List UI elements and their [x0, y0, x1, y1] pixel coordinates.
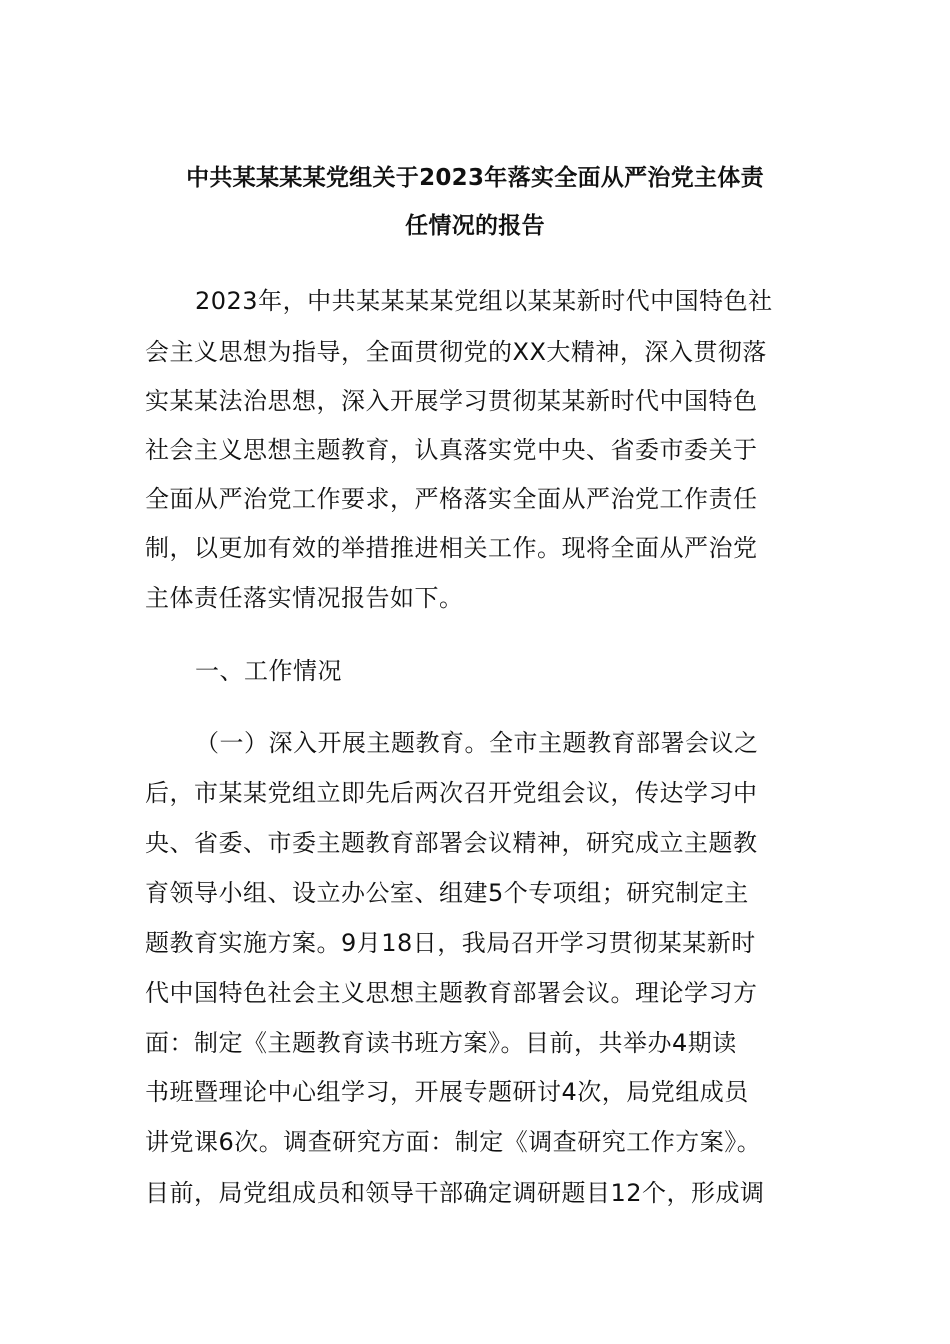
body-line-15: 书班暨理论中心组学习，开展专题研讨4次，局党组成员 — [145, 1078, 749, 1106]
body-line-11: 育领导小组、设立办公室、组建5个专项组；研究制定主 — [145, 879, 749, 907]
body-line-3: 实某某法治思想，深入开展学习贯彻某某新时代中国特色 — [145, 387, 758, 415]
body-line-8: （一）深入开展主题教育。全市主题教育部署会议之 — [195, 729, 759, 757]
body-line-12: 题教育实施方案。9月18日，我局召开学习贯彻某某新时 — [145, 929, 756, 957]
body-line-17: 目前，局党组成员和领导干部确定调研题目12个，形成调 — [145, 1179, 765, 1207]
document-title-line-2: 任情况的报告 — [405, 213, 545, 239]
body-line-16: 讲党课6次。调查研究方面：制定《调查研究工作方案》。 — [145, 1128, 762, 1156]
document-title-line-1: 中共某某某某党组关于2023年落实全面从严治党主体责 — [186, 165, 764, 191]
body-line-2: 会主义思想为指导，全面贯彻党的XX大精神，深入贯彻落 — [145, 338, 767, 366]
body-line-4: 社会主义思想主题教育，认真落实党中央、省委市委关于 — [145, 436, 758, 464]
body-line-1: 2023年，中共某某某某党组以某某新时代中国特色社 — [195, 287, 773, 315]
body-line-14: 面：制定《主题教育读书班方案》。目前，共举办4期读 — [145, 1029, 737, 1057]
body-line-9: 后，市某某党组立即先后两次召开党组会议，传达学习中 — [145, 779, 758, 807]
body-line-6: 制，以更加有效的举措推进相关工作。现将全面从严治党 — [145, 534, 758, 562]
body-line-5: 全面从严治党工作要求，严格落实全面从严治党工作责任 — [145, 485, 758, 513]
body-line-13: 代中国特色社会主义思想主题教育部署会议。理论学习方 — [145, 979, 758, 1007]
section-heading: 一、工作情况 — [195, 657, 342, 685]
body-line-10: 央、省委、市委主题教育部署会议精神，研究成立主题教 — [145, 829, 758, 857]
body-line-7: 主体责任落实情况报告如下。 — [145, 584, 464, 612]
